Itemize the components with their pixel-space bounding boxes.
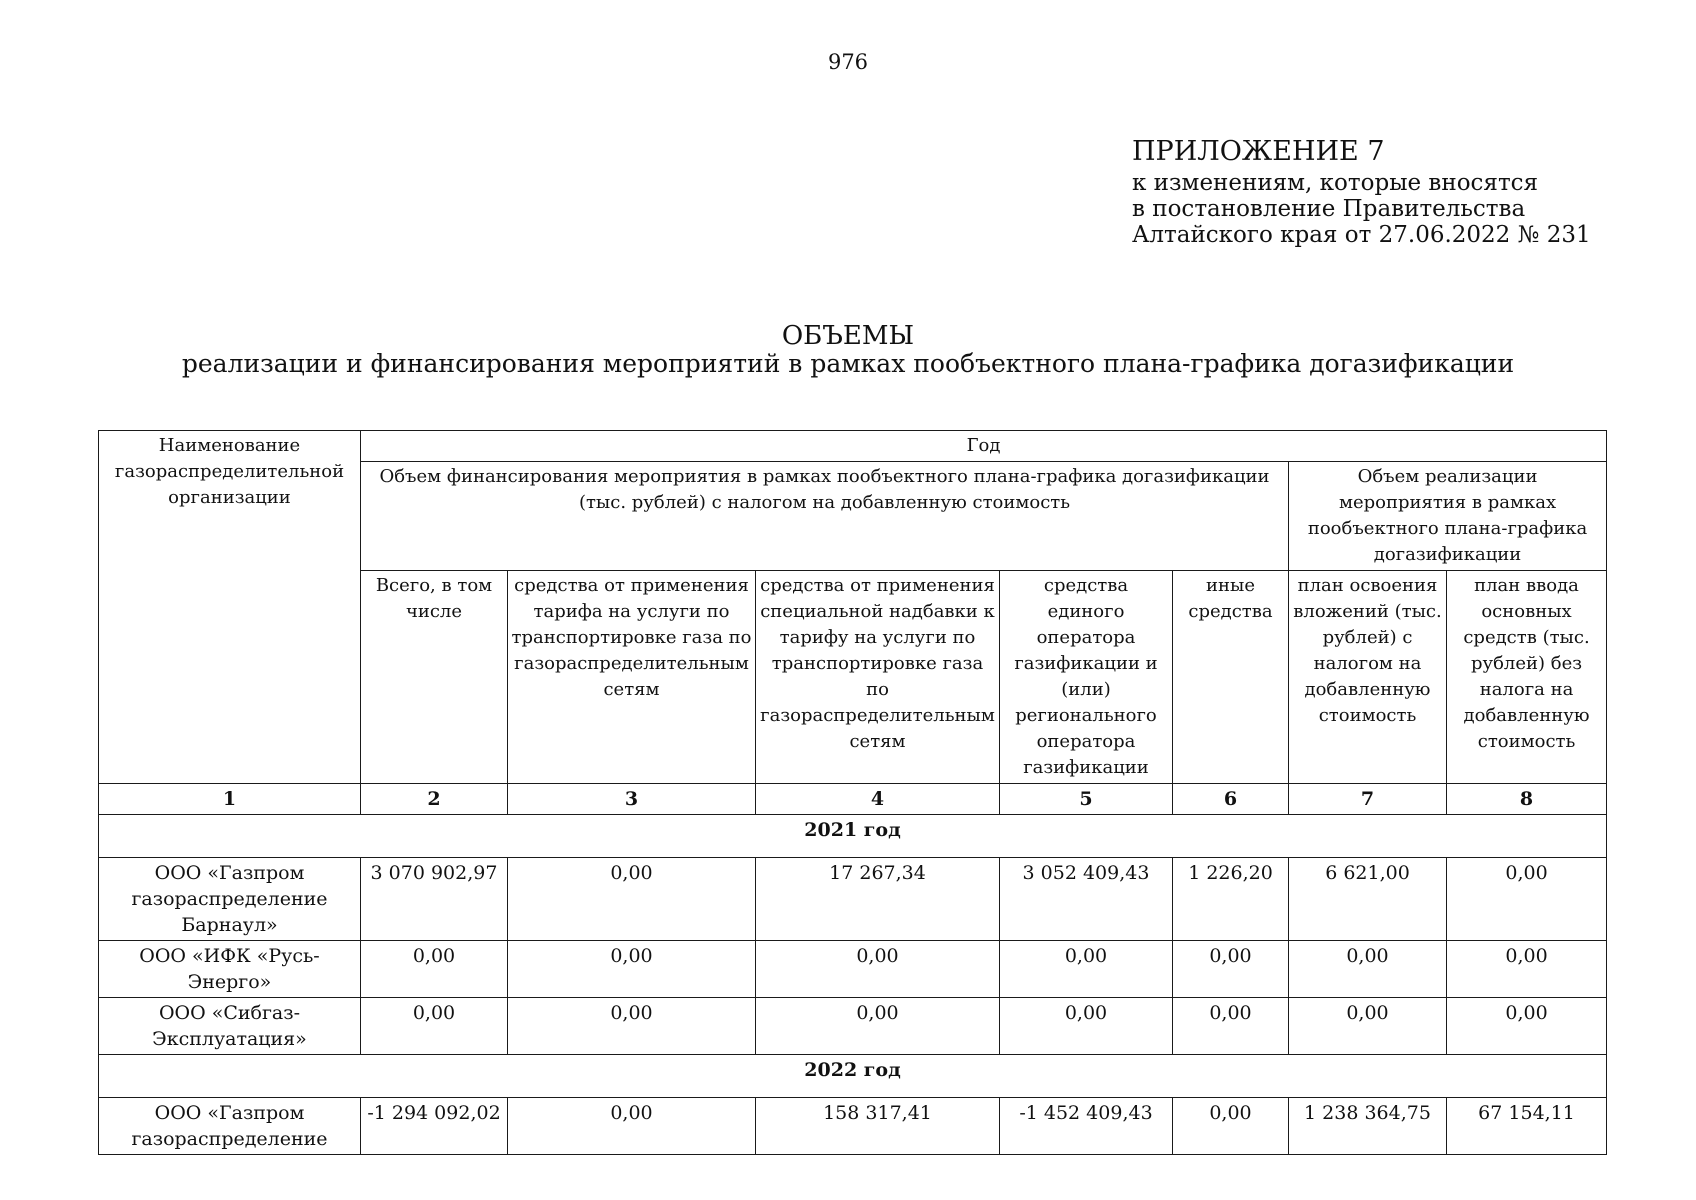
value-cell: 1 238 364,75	[1289, 1098, 1447, 1155]
value-cell: 0,00	[1000, 941, 1173, 998]
value-cell: 0,00	[1173, 1098, 1289, 1155]
header-col-surcharge: средства от применения специальной надбавки к тарифу на услуги по транспортировке газа по газораспределительным сетям	[756, 571, 1000, 784]
value-cell: 6 621,00	[1289, 858, 1447, 941]
value-cell: 0,00	[1173, 998, 1289, 1055]
value-cell: 0,00	[756, 941, 1000, 998]
value-cell: 0,00	[508, 1098, 756, 1155]
value-cell: 0,00	[756, 998, 1000, 1055]
value-cell: 0,00	[508, 858, 756, 941]
column-number-row	[99, 784, 1607, 815]
page-number: 976	[827, 50, 869, 74]
value-cell: 0,00	[508, 998, 756, 1055]
org-name-cell: ООО «Сибгаз-Эксплуатация»	[99, 998, 361, 1055]
header-org-name: Наименование газораспределительной организации	[99, 431, 361, 784]
value-cell: 3 070 902,97	[361, 858, 508, 941]
table-row	[99, 941, 1607, 998]
value-cell: -1 294 092,02	[361, 1098, 508, 1155]
header-implementation-group: Объем реализации мероприятия в рамках пообъектного плана-графика догазификации	[1289, 462, 1607, 571]
value-cell: 0,00	[361, 998, 508, 1055]
header-col-plan-assets: план ввода основных средств (тыс. рублей) без налога на добавленную стоимость	[1447, 571, 1607, 784]
org-name-cell: ООО «Газпром газораспределение	[99, 1098, 361, 1155]
header-col-other: иные средства	[1173, 571, 1289, 784]
header-financing-group: Объем финансирования мероприятия в рамках пообъектного плана-графика догазификации (тыс. рублей) с налогом на добавленную стоимость	[361, 462, 1289, 571]
org-name-cell: ООО «Газпром газораспределение Барнаул»	[99, 858, 361, 941]
header-col-plan-investment: план освоения вложений (тыс. рублей) с налогом на добавленную стоимость	[1289, 571, 1447, 784]
column-number: 6	[1173, 784, 1289, 815]
value-cell: 0,00	[1000, 998, 1173, 1055]
year-section-row	[99, 815, 1607, 858]
appendix-line-2: в постановление Правительства	[1132, 196, 1526, 222]
column-number: 3	[508, 784, 756, 815]
value-cell: 67 154,11	[1447, 1098, 1607, 1155]
year-section-row	[99, 1055, 1607, 1098]
column-number: 4	[756, 784, 1000, 815]
value-cell: 0,00	[1447, 858, 1607, 941]
column-number: 8	[1447, 784, 1607, 815]
header-row-1	[99, 431, 1607, 462]
document-subtitle: реализации и финансирования мероприятий в рамках пообъектного плана-графика догазификации	[181, 349, 1515, 378]
column-number: 5	[1000, 784, 1173, 815]
column-number: 7	[1289, 784, 1447, 815]
year-label: 2021 год	[99, 815, 1607, 858]
value-cell: 0,00	[1447, 941, 1607, 998]
header-col-tariff: средства от применения тарифа на услуги по транспортировке газа по газораспределительным сетям	[508, 571, 756, 784]
org-name-cell: ООО «ИФК «Русь-Энерго»	[99, 941, 361, 998]
header-year: Год	[361, 431, 1607, 462]
value-cell: 0,00	[1447, 998, 1607, 1055]
value-cell: 3 052 409,43	[1000, 858, 1173, 941]
year-label: 2022 год	[99, 1055, 1607, 1098]
column-number: 1	[99, 784, 361, 815]
value-cell: 1 226,20	[1173, 858, 1289, 941]
appendix-line-1: к изменениям, которые вносятся	[1132, 170, 1539, 196]
table-row	[99, 1098, 1607, 1155]
financing-table	[98, 430, 1607, 1155]
value-cell: 0,00	[1289, 941, 1447, 998]
value-cell: -1 452 409,43	[1000, 1098, 1173, 1155]
value-cell: 0,00	[1173, 941, 1289, 998]
header-col-total: Всего, в том числе	[361, 571, 508, 784]
column-number: 2	[361, 784, 508, 815]
value-cell: 0,00	[508, 941, 756, 998]
appendix-block	[1132, 136, 1652, 248]
value-cell: 0,00	[1289, 998, 1447, 1055]
header-col-operator: средства единого оператора газификации и (или) регионального оператора газификации	[1000, 571, 1173, 784]
appendix-line-3: Алтайского края от 27.06.2022 № 231	[1132, 222, 1591, 248]
document-heading	[0, 322, 1696, 378]
value-cell: 0,00	[361, 941, 508, 998]
table-row	[99, 998, 1607, 1055]
table-row	[99, 858, 1607, 941]
document-title: ОБЪЕМЫ	[781, 321, 915, 351]
value-cell: 17 267,34	[756, 858, 1000, 941]
value-cell: 158 317,41	[756, 1098, 1000, 1155]
appendix-title: ПРИЛОЖЕНИЕ 7	[1132, 136, 1385, 167]
